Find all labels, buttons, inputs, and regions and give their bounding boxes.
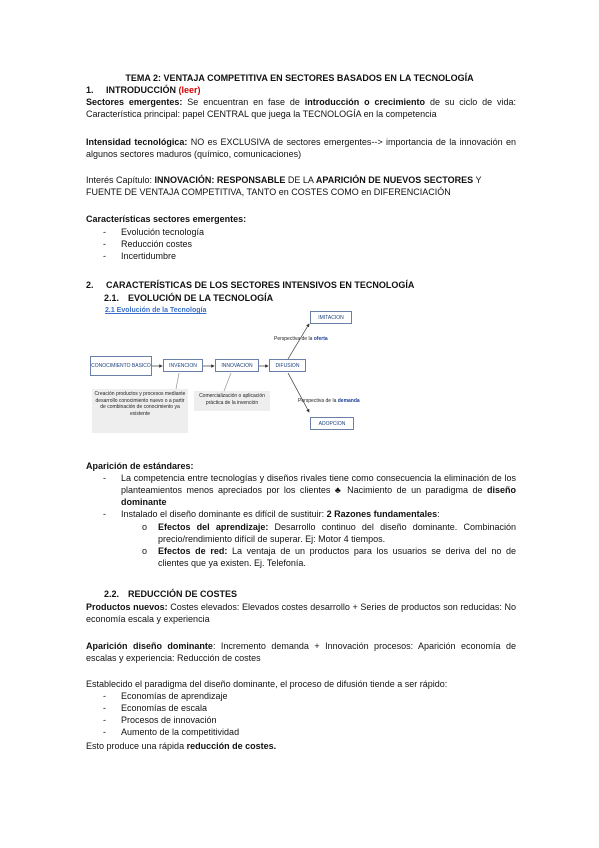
box-adopcion: ADOPCION bbox=[310, 417, 354, 430]
connector bbox=[224, 373, 231, 391]
paragraph-interes: Interés Capítulo: INNOVACIÓN: RESPONSABLE DE LA APARICIÓN DE NUEVOS SECTORES Y FUENTE DE VENTAJA COMPETITIVA, TANTO en COSTES COMO en DIFERENCIACIÓN bbox=[86, 175, 482, 197]
paragraph-intensidad: Intensidad tecnológica: NO es EXCLUSIVA de sectores emergentes--> importancia de la innovación en algunos sectores maduros (químico, comunicaciones) bbox=[86, 137, 517, 159]
document-title: TEMA 2: VENTAJA COMPETITIVA EN SECTORES BASADOS EN LA TECNOLOGÍA bbox=[125, 73, 474, 83]
diagram-title: 2.1 Evolución de la Tecnología bbox=[105, 307, 207, 314]
list-item: - Procesos de innovación bbox=[86, 714, 516, 726]
list-item: o Efectos de red: La ventaja de un productos para los usuarios se deriva del no de clientes que ya existen. Ej. Telefonía. bbox=[86, 545, 516, 569]
label-demanda: Perspectiva de la demanda bbox=[298, 398, 360, 404]
list-item: - Aumento de la competitividad bbox=[86, 726, 516, 738]
list-item: - Instalado el diseño dominante es difícil de sustituir: 2 Razones fundamentales: bbox=[86, 508, 516, 520]
establecido-list bbox=[86, 690, 516, 738]
list-item: - Evolución tecnología bbox=[86, 226, 516, 238]
paragraph-sectores-emergentes: Sectores emergentes: Se encuentran en fase de introducción o crecimiento de su ciclo de vida: Característica principal: papel CENTRAL que juega la TECNOLOGÍA en la competencia bbox=[86, 97, 516, 119]
leer-tag: (leer) bbox=[178, 85, 201, 95]
note-invencion: Creación productos y procesos mediante desarrollo conocimiento nuevo o a partir de combinación de conocimiento ya existente bbox=[92, 389, 188, 433]
caracteristicas-list bbox=[86, 226, 516, 262]
box-conocimiento-basico: CONOCIMIENTO BASICO bbox=[90, 356, 152, 376]
list-item: - Economías de aprendizaje bbox=[86, 690, 516, 702]
box-invencion: INVENCION bbox=[163, 359, 203, 372]
note-innovacion: Comercialización o aplicación práctica de la invención bbox=[194, 391, 270, 411]
paragraph-productos-nuevos: Productos nuevos: Costes elevados: Elevados costes desarrollo + Series de productos son reducidas: No economía escala y experiencia bbox=[86, 602, 516, 624]
connector bbox=[176, 373, 179, 389]
subsection-2-1-heading: 2.1. EVOLUCIÓN DE LA TECNOLOGÍA bbox=[104, 293, 274, 303]
box-innovacion: INNOVACION bbox=[215, 359, 259, 372]
box-imitacion: IMITACION bbox=[310, 311, 352, 324]
paragraph-conclusion: Esto produce una rápida reducción de costes. bbox=[86, 741, 277, 751]
label-oferta: Perspectiva de la oferta bbox=[274, 336, 328, 342]
box-difusion: DIFUSION bbox=[269, 359, 306, 372]
razones-list bbox=[86, 521, 516, 569]
paragraph-establecido: Establecido el paradigma del diseño dominante, el proceso de difusión tiende a ser rápido: bbox=[86, 679, 448, 689]
list-item: - La competencia entre tecnologías y diseños rivales tiene como consecuencia la eliminación de los planteamientos menos apreciados por los clientes ♣ Nacimiento de un paradigma de diseño dominante bbox=[86, 472, 516, 508]
list-item: - Incertidumbre bbox=[86, 250, 516, 262]
list-item: - Economías de escala bbox=[86, 702, 516, 714]
subsection-2-2-heading: 2.2. REDUCCIÓN DE COSTES bbox=[104, 589, 238, 599]
list-item: - Reducción costes bbox=[86, 238, 516, 250]
estandares-label: Aparición de estándares: bbox=[86, 461, 194, 471]
evolution-diagram bbox=[86, 303, 396, 443]
estandares-list bbox=[86, 472, 516, 520]
caracteristicas-label: Características sectores emergentes: bbox=[86, 214, 247, 224]
section-2-heading: 2. CARACTERÍSTICAS DE LOS SECTORES INTENSIVOS EN TECNOLOGÍA bbox=[86, 280, 415, 290]
section-1-heading: 1. INTRODUCCIÓN (leer) bbox=[86, 85, 201, 95]
paragraph-diseno-dominante: Aparición diseño dominante: Incremento demanda + Innovación procesos: Aparición economía de escalas y experiencia: Reducción de costes bbox=[86, 641, 517, 663]
list-item: o Efectos del aprendizaje: Desarrollo continuo del diseño dominante. Combinación precio/rendimiento difícil de superar. Ej: Motor 4 tiempos. bbox=[86, 521, 516, 545]
